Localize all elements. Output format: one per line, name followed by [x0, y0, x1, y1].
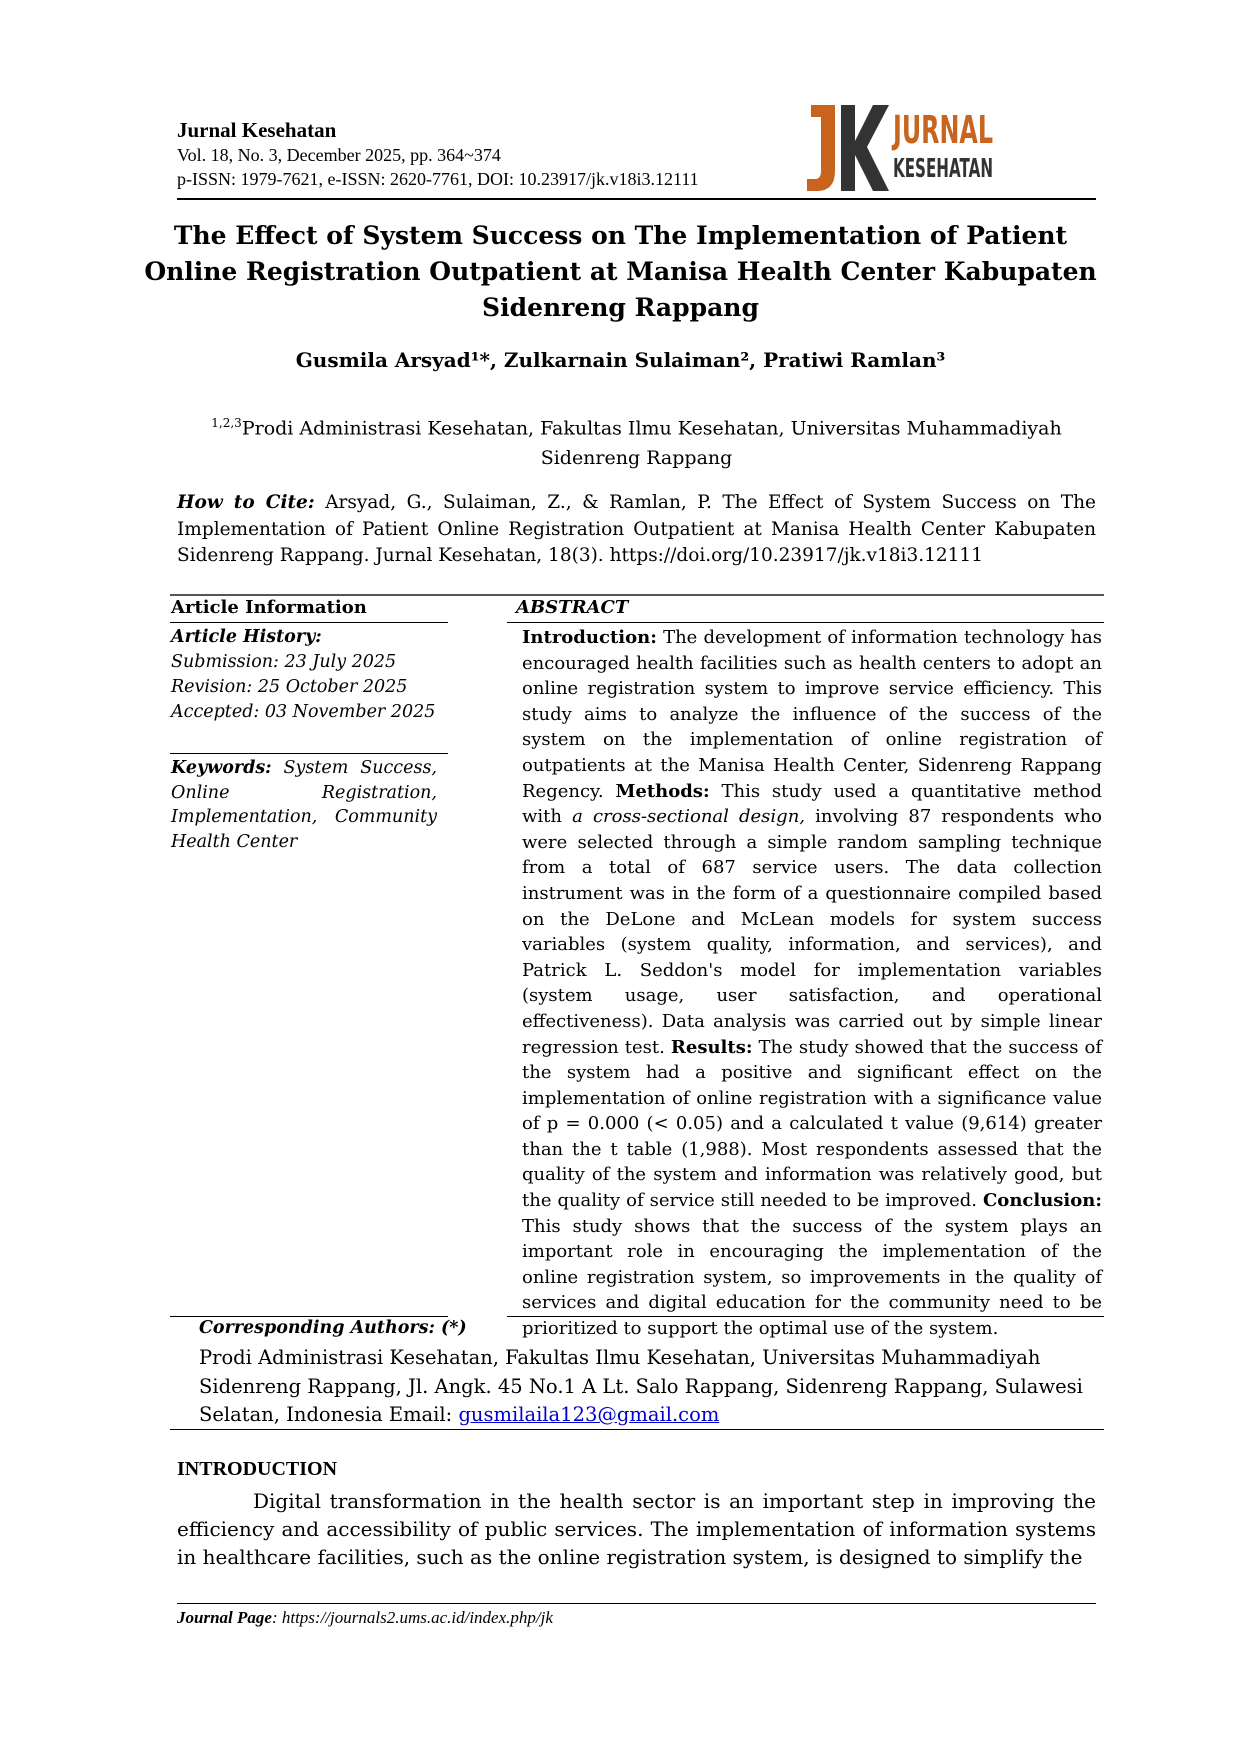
submission-date: Submission: 23 July 2025 [171, 652, 397, 672]
journal-logo-mark [805, 103, 995, 196]
logo-bottom-text: KESEHATAN [893, 154, 993, 184]
article-info-heading: Article Information [171, 597, 367, 618]
corresponding-email-link[interactable]: gusmilaila123@gmail.com [458, 1403, 720, 1426]
accepted-date: Accepted: 03 November 2025 [171, 702, 436, 722]
abstract-methods-post: involving 87 respondents who were selected through a simple random sampling technique from a total of 687 service users. The data collection instrument was in the form of a questionnaire compiled based on the DeLone and McLean models for system success variables (system quality, information, and services), and Patrick L. Seddon's model for implementation variables (system usage, user satisfaction, and operational effectiveness). Data analysis was carried out by simple linear regression test. [522, 806, 1103, 1058]
corresponding-label: Corresponding Authors: (*) [199, 1318, 467, 1338]
affiliation [177, 408, 1096, 473]
journal-name: Jurnal Kesehatan [177, 118, 337, 142]
info-top-rule [170, 594, 1104, 596]
abstract-methods-italic: a cross-sectional design, [572, 806, 806, 828]
introduction-text: Digital transformation in the health sector is an important step in improving the efficiency and accessibility of public services. The implementation of information systems in healthcare facilities, such as the online registration system, is designed to simplify the [177, 1489, 1096, 1569]
introduction-heading: INTRODUCTION [177, 1458, 338, 1480]
abstract-intro: The development of information technology has encouraged health facilities such as health centers to adopt an online registration system to improve service efficiency. This study aims to analyze the influence of the success of the system on the implementation of online registration of outpatients at the Manisa Health Center, Sidenreng Rappang Regency. [522, 627, 1102, 802]
abstract-methods-label: Methods: [615, 780, 710, 802]
footer [177, 1608, 553, 1628]
keywords [171, 756, 437, 854]
abstract-conclusion: This study shows that the success of the system plays an important role in encouraging the implementation of the online registration system, so improvements in the quality of services and digital education for the community need to be prioritized to support the optimal use of the system. [522, 1215, 1102, 1340]
abstract-conclusion-label: Conclusion: [982, 1190, 1102, 1212]
affiliation-text: Prodi Administrasi Kesehatan, Fakultas Ilmu Kesehatan, Universitas Muhammadiyah Sidenreng Rappang [241, 417, 1062, 470]
cite-text: Arsyad, G., Sulaiman, Z., & Ramlan, P. The Effect of System Success on The Implementation of Patient Online Registration Outpatient at Manisa Health Center Kabupaten Sidenreng Rappang. Jurnal Kesehatan, 18(3). https://doi.org/10.23917/jk.v18i3.12111 [177, 492, 1096, 566]
info-rule [170, 622, 448, 623]
volume-line: Vol. 18, No. 3, December 2025, pp. 364~374 [177, 145, 501, 165]
corresponding-rule-left [170, 1429, 448, 1430]
abstract-intro-label: Introduction: [522, 627, 657, 648]
corresponding-address [199, 1344, 1104, 1430]
abstract-heading: ABSTRACT [516, 597, 629, 618]
issn-line: p-ISSN: 1979-7621, e-ISSN: 2620-7761, DOI: 10.23917/jk.v18i3.12111 [177, 169, 699, 189]
keywords-rule [170, 753, 448, 754]
corresponding-rule-right [448, 1429, 1104, 1430]
paper-title: The Effect of System Success on The Implementation of Patient Online Registration Outpatient at Manisa Health Center Kabupaten Sidenreng Rappang [144, 221, 1097, 322]
cite-label: How to Cite: [177, 492, 315, 513]
header-rule [177, 198, 1096, 200]
footer-label: Journal Page [177, 1608, 272, 1627]
abstract-bottom-rule [507, 1316, 1104, 1317]
abstract-methods-pre: This study used a quantitative method with [522, 780, 1102, 828]
journal-logo [805, 103, 995, 196]
history-label: Article History: [171, 627, 322, 647]
keywords-label: Keywords: [171, 758, 272, 778]
affiliation-sup: 1,2,3 [211, 416, 242, 430]
footer-rule [177, 1603, 1096, 1604]
logo-top-text: JURNAL [891, 108, 993, 152]
info-bottom-rule [170, 1316, 448, 1317]
abstract-results: The study showed that the success of the system had a positive and significant effect on the implementation of online registration with a significance value of p = 0.000 (< 0.05) and a calculated t value (9,614) greater than the t table (1,988). Most respondents assessed that the quality of the system and information was relatively good, but the quality of service still needed to be improved. [522, 1036, 1102, 1212]
corresponding-address-text: Prodi Administrasi Kesehatan, Fakultas Ilmu Kesehatan, Universitas Muhammadiyah Sidenreng Rappang, Jl. Angk. 45 No.1 A Lt. Salo Rappang, Sidenreng Rappang, Sulawesi Selatan, Indonesia Email: [199, 1346, 1083, 1426]
abstract-rule [507, 622, 1104, 623]
abstract-results-label: Results: [670, 1036, 753, 1058]
keywords-text: System Success, Online Registration, Implementation, Community Health Center [171, 758, 437, 852]
footer-url[interactable]: : https://journals2.ums.ac.id/index.php/jk [271, 1608, 553, 1627]
article-history [171, 625, 446, 725]
revision-date: Revision: 25 October 2025 [171, 677, 408, 697]
abstract-body [522, 625, 1102, 1342]
how-to-cite [177, 490, 1096, 570]
authors: Gusmila Arsyad¹*, Zulkarnain Sulaiman², Pratiwi Ramlan³ [295, 348, 946, 372]
